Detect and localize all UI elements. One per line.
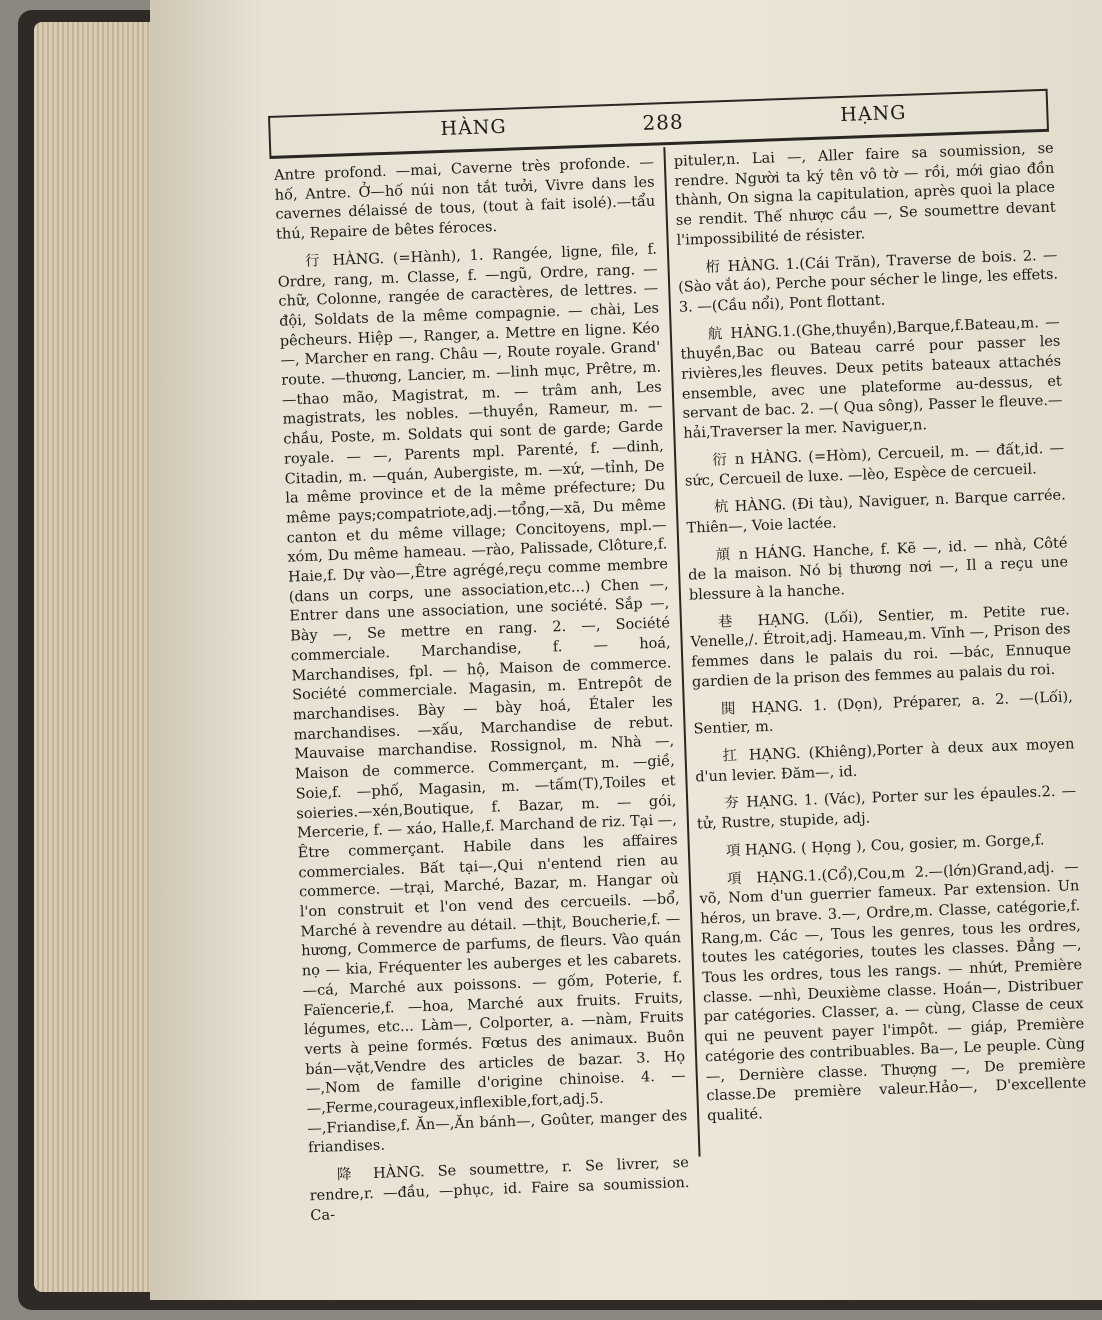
entry-paragraph: 頏 n HÁNG. Hanche, f. Kẽ —, id. — nhà, Côté de la maison. Nó bị thương nơi —, Il a reçu une blessure à la hanche. <box>688 535 1069 604</box>
right-column <box>674 140 1088 1135</box>
entry-paragraph: 扛 HẠNG. (Khiêng),Porter à deux aux moyen d'un levier. Đăm—, id. <box>695 736 1075 786</box>
entry-paragraph: 巷 HẠNG. (Lối), Sentier, m. Petite rue. Venelle,/. Étroit,adj. Hameau,m. Vĩnh —, Prison des femmes dans le palais du roi. —bác, Ennuque gardien de la prison des femmes au palais du roi. <box>690 602 1072 691</box>
header-left-word: HÀNG <box>440 115 507 140</box>
entry-paragraph: 項 HẠNG. ( Họng ), Cou, gosier, m. Gorge,f. <box>725 832 1045 860</box>
entry-paragraph: 閧 HẠNG. 1. (Dọn), Préparer, a. 2. —(Lối), Sentier, m. <box>693 688 1074 738</box>
page-content <box>268 89 1087 1224</box>
entry-paragraph: 項 HẠNG.1.(Cổ),Cou,m 2.—(lớn)Grand,adj. —võ, Nom d'un guerrier fameux. Par extension. Un héros, un brave. 3.—, Ordre,m. Classe, catégorie,f. Rang,m. Các —, Tous les genres, tous les ordres, toutes les catégories, toutes les classes. Đẳng —, Tous les ordres, tous les rangs. — nhứt, Première classe. —nhì, Deuxième classe. Hoán—, Distribuer par catégories. Classer, a. — cùng, Classe de ceux qui ne peuvent payer l'impôt. — giáp, Première catégorie des contribuables. Ba—, Le peuple. Cùng —, Dernière classe. Thượng —, De première classe.De première valeur.Hảo—, D'excellente qualité. <box>699 858 1087 1125</box>
entry-paragraph: 衍 n HÀNG. (=Hòm), Cercueil, m. — đất,id. — sức, Cercueil de luxe. —lèo, Espèce de cercueil. <box>684 440 1065 490</box>
entry-paragraph: 夯 HẠNG. 1. (Vác), Porter sur les épaules.2. —tử, Rustre, stupide, adj. <box>696 783 1077 833</box>
entry-paragraph: 杭 HÀNG. (Đi tàu), Naviguer, n. Barque carrée. Thiên—, Voie lactée. <box>686 487 1067 537</box>
left-column <box>274 154 691 1235</box>
entry-paragraph: 行 HÀNG. (=Hành), 1. Rangée, ligne, file, f. Ordre, rang, m. Classe, f. —ngũ, Ordre, rang. — chữ, Colonne, rangée de caractères, de lettres. — đội, Soldats de la même compagnie. — chài, Les pêcheurs. Hiệp —, Ranger, a. Mettre en ligne. Kéo —, Marcher en rang. Châu —, Route royale. Grand' route. —thương, Lancier, m. —linh mục, Prêtre, m. —thao mão, Magistrat, m. — trâm anh, Les magistrats, les nobles. —thuyền, Rameur, m. —chầu, Poste, m. Soldats qui sont de garde; Garde royale. — —, Parents mpl. Parenté, f. —dinh, Citadin, m. —quán, Aubergiste, m. —xứ, —tỉnh, De la même province et de la même préfecture; Du même pays;compatriote,adj.—tổng,—xã, Du même canton et du même village; Concitoyens, mpl.—xóm, Du même hameau. —rào, Palissade, Clôture,f. Haie,f. Dự vào—,Être agrégé,reçu comme membre (dans un corps, une association,etc...) Chen —, Entrer dans une association, une société. Sắp —, Bày —, Se mettre en rang. 2. —, Société commerciale. Marchandise, f. — hoá, Marchandises, fpl. — hộ, Maison de commerce. Société commerciale. Magasin, m. Entrepôt de marchandises. Bày — bày hoá, Étaler les marchandises. —xấu, Marchandise de rebut. Mauvaise marchandise. Rossignol, m. Nhà —, Maison de commerce. Commerçant, m. —giề, Soie,f. —phố, Magasin, m. —tấm(T),Toiles et soieries.—xén,Boutique, f. Bazar, m. — gói, Mercerie, f. — xáo, Halle,f. Marchand de riz. Tại —, Être commerçant. Habile dans les affaires commerciales. Bất tại—,Qui n'entend rien au commerce. —trại, Marché, Bazar, m. Hangar où l'on construit et l'on vend des cercueils. —bổ, Marché à revendre au détail. —thịt, Boucherie,f. —hương, Commerce de parfums, de fleurs. Vào quán nọ — kia, Fréquenter les auberges et les cabarets. —cá, Marché aux poissons. — gốm, Poterie, f. Faïencerie,f. —hoa, Marché aux fruits. Fruits, légumes, etc... Làm—, Colporter, a. —nàm, Fruits verts à peine formés. Fœtus des animaux. Buôn bán—vặt,Vendre des articles de bazar. 3. Họ —,Nom de famille d'origine chinoise. 4. — —,Ferme,courageux,inflexible,fort,adj.5.—,Friandise,f. Ăn—,Ăn bánh—, Goûter, manger des friandises. <box>277 241 688 1157</box>
entry-paragraph: 桁 HÀNG. 1.(Cái Trăn), Traverse de bois. 2. —(Sào vắt áo), Perche pour sécher le linge, les effets. 3. —(Cầu nổi), Pont flottant. <box>677 247 1059 316</box>
header-right-word: HẠNG <box>839 101 907 127</box>
entry-paragraph: 航 HÀNG.1.(Ghe,thuyền),Barque,f.Bateau,m. —thuyền,Bac ou Bateau carré pour passer les rivières,les fleuves. Deux petits bateaux attachés ensemble, avec une plateforme au-dessus, et servant de bac. 2. —( Qua sông), Passer le fleuve.—hải,Traverser la mer. Naviguer,n. <box>680 314 1063 442</box>
entry-paragraph: Antre profond. —mai, Caverne très profonde. — hố, Antre. Ở—hố núi non tắt tưởi, Vivre dans les cavernes délaissé de tous, (tout à fait isolé).—tẩu thú, Repaire de bêtes féroces. <box>273 154 656 243</box>
entry-paragraph: pituler,n. Lai —, Aller faire sa soumission, se rendre. Người ta ký tên vô tờ — rồi, mới giao đồn thành, On signa la capitulation, après quoi la place se rendit. Thế nhược cầu —, Se soumettre devant l'impossibilité de résister. <box>673 140 1056 249</box>
entry-paragraph: 降 HÀNG. Se soumettre, r. Se livrer, se rendre,r. —đầu, —phục, id. Faire sa soumission. Ca- <box>309 1155 690 1224</box>
page-number: 288 <box>642 109 685 135</box>
